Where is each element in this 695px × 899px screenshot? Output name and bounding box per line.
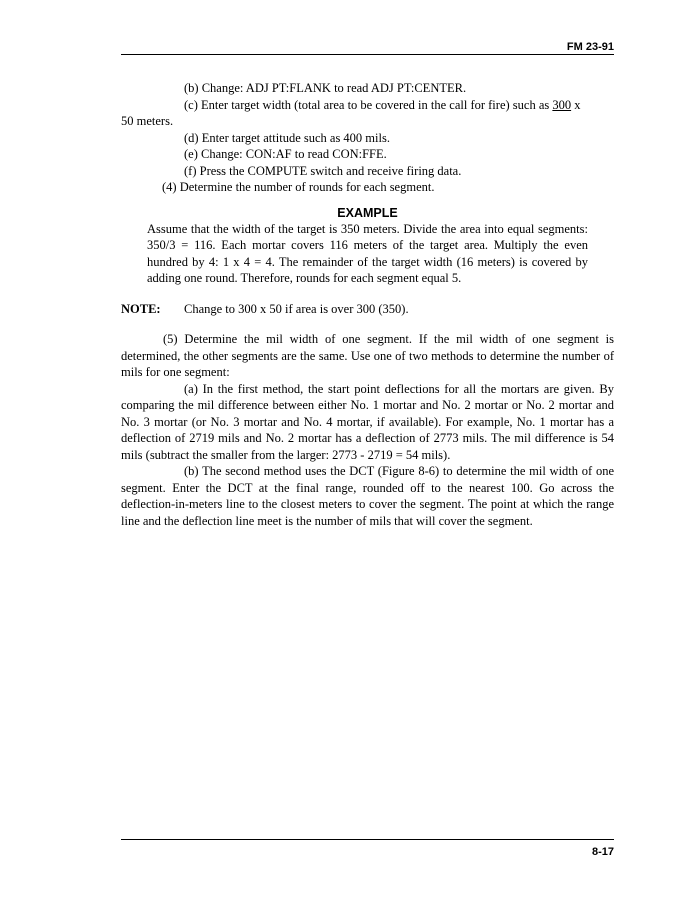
step-f: (f) Press the COMPUTE switch and receive firing data.: [184, 163, 462, 178]
step-c: [121, 97, 614, 114]
document-id-header: FM 23-91: [566, 41, 614, 53]
note: [121, 301, 614, 318]
footer-rule: [121, 839, 614, 840]
header-rule: [121, 54, 614, 55]
paragraph-5: (5) Determine the mil width of one segment. If the mil width of one segment is determined, the other segments are the same. Use one of two methods to determine the number of mils for one segment:: [121, 332, 614, 379]
step-c-text: (c) Enter target width (total area to be covered in the call for fire) such as: [184, 97, 553, 112]
page-body: [121, 80, 614, 529]
step-b: (b) Change: ADJ PT:FLANK to read ADJ PT:CENTER.: [184, 81, 467, 95]
note-label: NOTE:: [121, 301, 161, 316]
step-e: (e) Change: CON:AF to read CON:FFE.: [184, 147, 387, 161]
paragraph-5b: (b) The second method uses the DCT (Figure 8-6) to determine the mil width of one segment. Enter the DCT at the final range, rounded off to the nearest 100. Go across the deflection-in-meters line to the closest meters to cover the segment. The point at which the range line and the deflection line meet is the number of mils that will cover the segment.: [121, 464, 614, 528]
example-title: EXAMPLE: [337, 205, 398, 220]
step-c-suffix: x: [571, 97, 581, 112]
step-c-continuation: 50 meters.: [121, 114, 174, 128]
note-text: Change to 300 x 50 if area is over 300 (350).: [184, 301, 409, 316]
step-c-underlined-value: 300: [552, 97, 572, 112]
page-number: 8-17: [591, 846, 614, 858]
example-body: Assume that the width of the target is 350 meters. Divide the area into equal segments: 350/3 = 116. Each mortar covers 116 meters of the target area. Multiply the even hundred by 4: 1 x 4 = 4. The remainder of the target width (16 meters) is covered by adding one round. Therefore, rounds for each segment equal 5.: [147, 221, 588, 285]
step-d: (d) Enter target attitude such as 400 mils.: [184, 130, 390, 145]
step-4: (4) Determine the number of rounds for each segment.: [162, 180, 435, 194]
paragraph-5a: (a) In the first method, the start point deflections for all the mortars are given. By comparing the mil difference between either No. 1 mortar and No. 2 mortar or No. 2 mortar and No. 3 mortar (or No. 3 mortar and No. 4 mortar, if available). For example, No. 1 mortar has a deflection of 2719 mils and No. 2 mortar has a deflection of 2773 mils. The mil difference is 54 mils (subtract the smaller from the larger: 2773 - 2719 = 54 mils).: [121, 381, 614, 462]
